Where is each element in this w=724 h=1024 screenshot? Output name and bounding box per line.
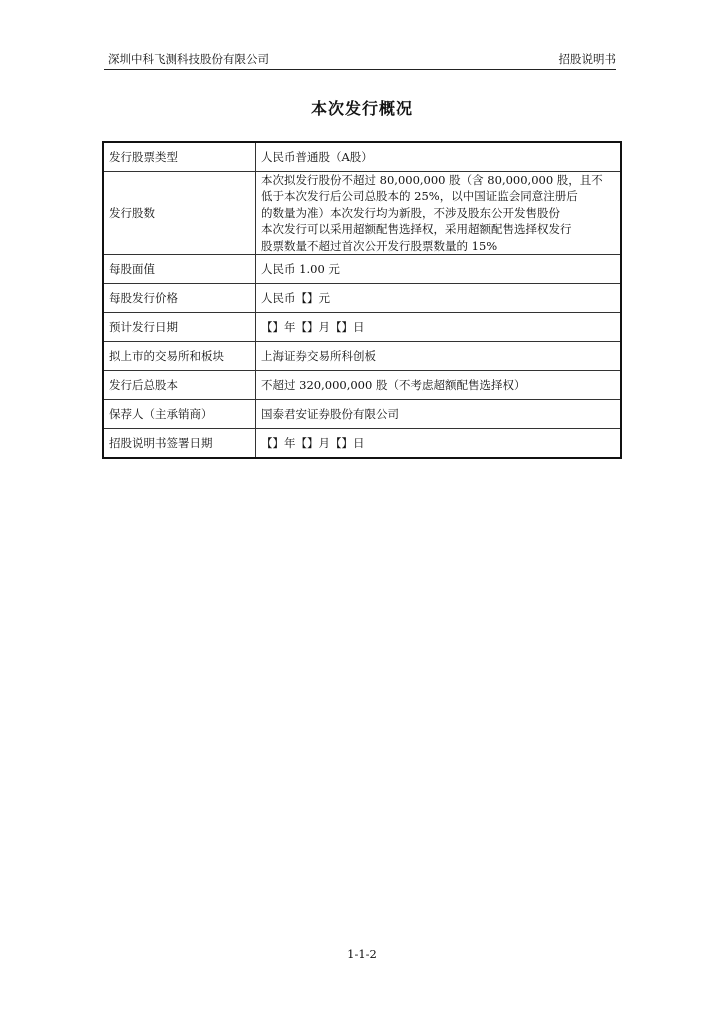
row-value: 【】年【】月【】日 xyxy=(256,429,622,458)
value-line: 低于本次发行后公司总股本的 25%，以中国证监会同意注册后 xyxy=(261,189,578,203)
row-label: 每股发行价格 xyxy=(103,284,256,313)
row-value: 【】年【】月【】日 xyxy=(256,313,622,342)
row-value: 人民币【】元 xyxy=(256,284,622,313)
page-number: 1-1-2 xyxy=(347,947,377,961)
page-header xyxy=(104,50,616,68)
row-label: 发行股数 xyxy=(103,171,256,255)
table-row xyxy=(103,284,621,313)
table-row xyxy=(103,342,621,371)
row-label: 发行股票类型 xyxy=(103,142,256,171)
header-company: 深圳中科飞测科技股份有限公司 xyxy=(108,52,269,66)
value-line: 的数量为准）本次发行均为新股，不涉及股东公开发售股份 xyxy=(261,205,560,220)
row-value-multiline xyxy=(256,171,622,255)
row-value: 人民币普通股（A股） xyxy=(256,142,622,171)
header-rule xyxy=(104,69,616,70)
value-line: 本次拟发行股份不超过 80,000,000 股（含 80,000,000 股，且不 xyxy=(261,172,603,187)
value-line: 股票数量不超过首次公开发行股票数量的 15% xyxy=(261,238,498,253)
table-row xyxy=(103,400,621,429)
row-value: 人民币 1.00 元 xyxy=(256,255,622,284)
row-label: 每股面值 xyxy=(103,255,256,284)
value-line: 本次发行可以采用超额配售选择权，采用超额配售选择权发行 xyxy=(261,222,572,236)
table-row xyxy=(103,142,621,171)
row-label: 发行后总股本 xyxy=(103,371,256,400)
row-value: 上海证券交易所科创板 xyxy=(256,342,622,371)
table-row xyxy=(103,255,621,284)
page-title: 本次发行概况 xyxy=(310,99,413,118)
row-value: 国泰君安证券股份有限公司 xyxy=(256,400,622,429)
table-row xyxy=(103,313,621,342)
row-label: 保荐人（主承销商） xyxy=(103,400,256,429)
table-row xyxy=(103,429,621,458)
row-value: 不超过 320,000,000 股（不考虑超额配售选择权） xyxy=(256,371,622,400)
row-label: 招股说明书签署日期 xyxy=(103,429,256,458)
row-label: 拟上市的交易所和板块 xyxy=(103,342,256,371)
table-row xyxy=(103,371,621,400)
row-label: 预计发行日期 xyxy=(103,313,256,342)
header-doc-type: 招股说明书 xyxy=(558,52,616,66)
offering-overview-table xyxy=(102,141,622,459)
table-row xyxy=(103,171,621,255)
